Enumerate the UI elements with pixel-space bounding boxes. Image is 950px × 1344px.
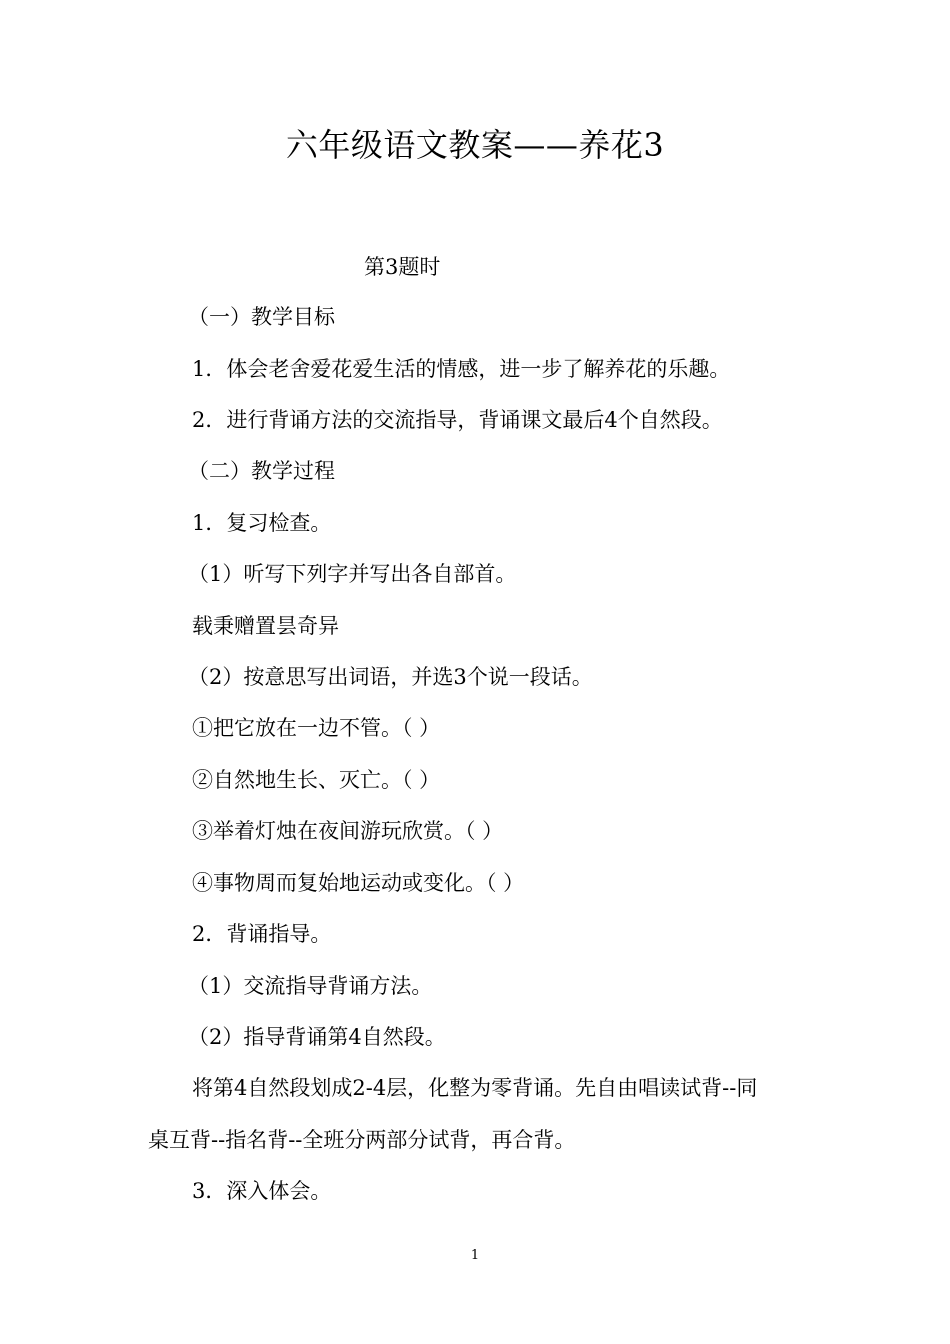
section-heading-process: （二）教学过程 [188, 459, 335, 483]
exercise-item: ④事物周而复始地运动或变化。（ ） [192, 871, 525, 895]
exercise-item: ③举着灯烛在夜间游玩欣赏。（ ） [192, 819, 504, 843]
process-step: 3．深入体会。 [192, 1179, 332, 1203]
process-step: 2．背诵指导。 [192, 922, 332, 946]
character-list: 载秉赠置昙奇异 [192, 614, 339, 638]
exercise-item: ①把它放在一边不管。（ ） [192, 716, 441, 740]
lesson-subtitle: 第3题时 [364, 255, 441, 279]
sub-step: （1）听写下列字并写出各自部首。 [188, 562, 517, 586]
objective-item: 1．体会老舍爱花爱生活的情感，进一步了解养花的乐趣。 [192, 357, 731, 381]
objective-item: 2．进行背诵方法的交流指导，背诵课文最后4个自然段。 [192, 408, 723, 432]
exercise-item: ②自然地生长、灭亡。（ ） [192, 768, 441, 792]
document-title: 六年级语文教案——养花3 [285, 126, 665, 164]
paragraph-line: 桌互背--指名背--全班分两部分试背，再合背。 [148, 1128, 576, 1152]
sub-step: （1）交流指导背诵方法。 [188, 974, 433, 998]
page-number: 1 [470, 1248, 480, 1263]
section-heading-objectives: （一）教学目标 [188, 305, 335, 329]
sub-step: （2）按意思写出词语，并选3个说一段话。 [188, 665, 593, 689]
paragraph-line: 将第4自然段划成2-4层，化整为零背诵。先自由唱读试背--同 [192, 1076, 758, 1100]
sub-step: （2）指导背诵第4自然段。 [188, 1025, 446, 1049]
process-step: 1．复习检查。 [192, 511, 332, 535]
